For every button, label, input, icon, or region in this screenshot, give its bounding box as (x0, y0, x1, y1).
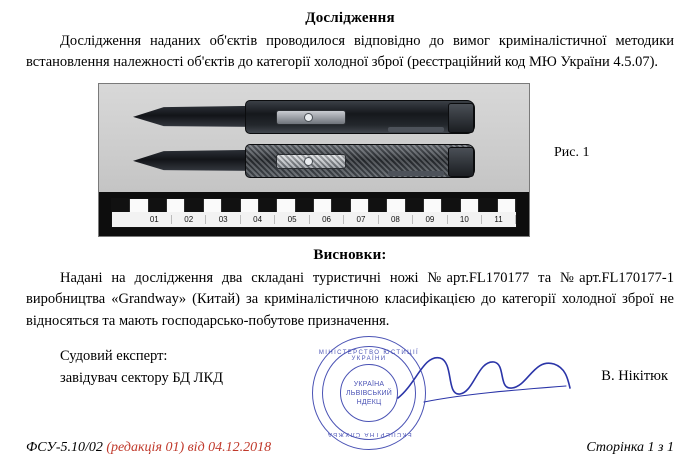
footer-form-code: ФСУ-5.10/02 (26, 440, 103, 455)
conclusions-heading: Висновки: (313, 246, 387, 263)
stamp-arc-top: МІНІСТЕРСТВО ЮСТИЦІЇ УКРАЇНИ (318, 350, 420, 363)
ruler-tick-label: 03 (206, 215, 240, 224)
research-paragraph: Дослідження наданих об'єктів проводилося відповідно до вимог криміналістичної методики встановлення належності об'єктів до категорії холодної зброї (реєстраційний код МЮ України 4.5.07). (26, 33, 674, 71)
ruler-tick-label: 08 (379, 215, 413, 224)
knife-pocket-clip (388, 171, 444, 176)
conclusions-paragraph: Надані на дослідження два складані туристичні ножі №арт.FL170177 та №арт.FL170177-1 виробництва «Grandway» (Китай) за криміналістичною класифікацією до категорії холодної зброї не відносяться та мають господарсько-побутове призначення. (26, 269, 674, 329)
knife-stud-icon (304, 113, 313, 122)
knives-photograph (98, 83, 530, 237)
ruler-tick-label: 02 (172, 215, 206, 224)
handwritten-signature-icon (394, 344, 574, 414)
knife-handle (245, 144, 475, 178)
figure-caption: Рис. 1 (554, 144, 590, 160)
ruler-tick-label: 11 (482, 215, 516, 224)
stamp-arc-bottom: ЕКСПЕРТНА СЛУЖБА (326, 431, 412, 438)
page-footer (26, 440, 674, 456)
knife-stud-icon (304, 157, 313, 166)
ruler-tick-label: 06 (310, 215, 344, 224)
ruler-tick-label: 05 (275, 215, 309, 224)
scale-ruler (111, 198, 517, 228)
figure-row (26, 83, 674, 237)
research-heading: Дослідження (305, 10, 395, 26)
ruler-tick-label: 01 (138, 215, 172, 224)
knife-handle (245, 100, 475, 134)
ruler-tick-label: 10 (448, 215, 482, 224)
ruler-tick-label: 07 (344, 215, 378, 224)
signer-role-line-2: завідувач сектору БД ЛКД (60, 370, 224, 387)
signature-block (26, 346, 674, 438)
knife-butt-cap (448, 147, 474, 177)
ruler-cells (112, 199, 516, 212)
ruler-tick-label: 04 (241, 215, 275, 224)
signer-role-line-1: Судовий експерт: (60, 348, 168, 365)
footer-page-number: Сторінка 1 з 1 (586, 440, 674, 455)
footer-form-info (26, 440, 271, 456)
stamp-center-text: УКРАЇНА ЛЬВІВСЬКИЙ НДЕКЦ (345, 381, 393, 406)
signer-name: В. Нікітюк (601, 368, 668, 385)
ruler-tick-label: 09 (413, 215, 447, 224)
footer-revision: (редакція 01) від 04.12.2018 (106, 440, 272, 455)
knife-butt-cap (448, 103, 474, 133)
ruler-numbers (112, 212, 516, 228)
signer-role (60, 346, 223, 390)
knife-pocket-clip (388, 127, 444, 132)
